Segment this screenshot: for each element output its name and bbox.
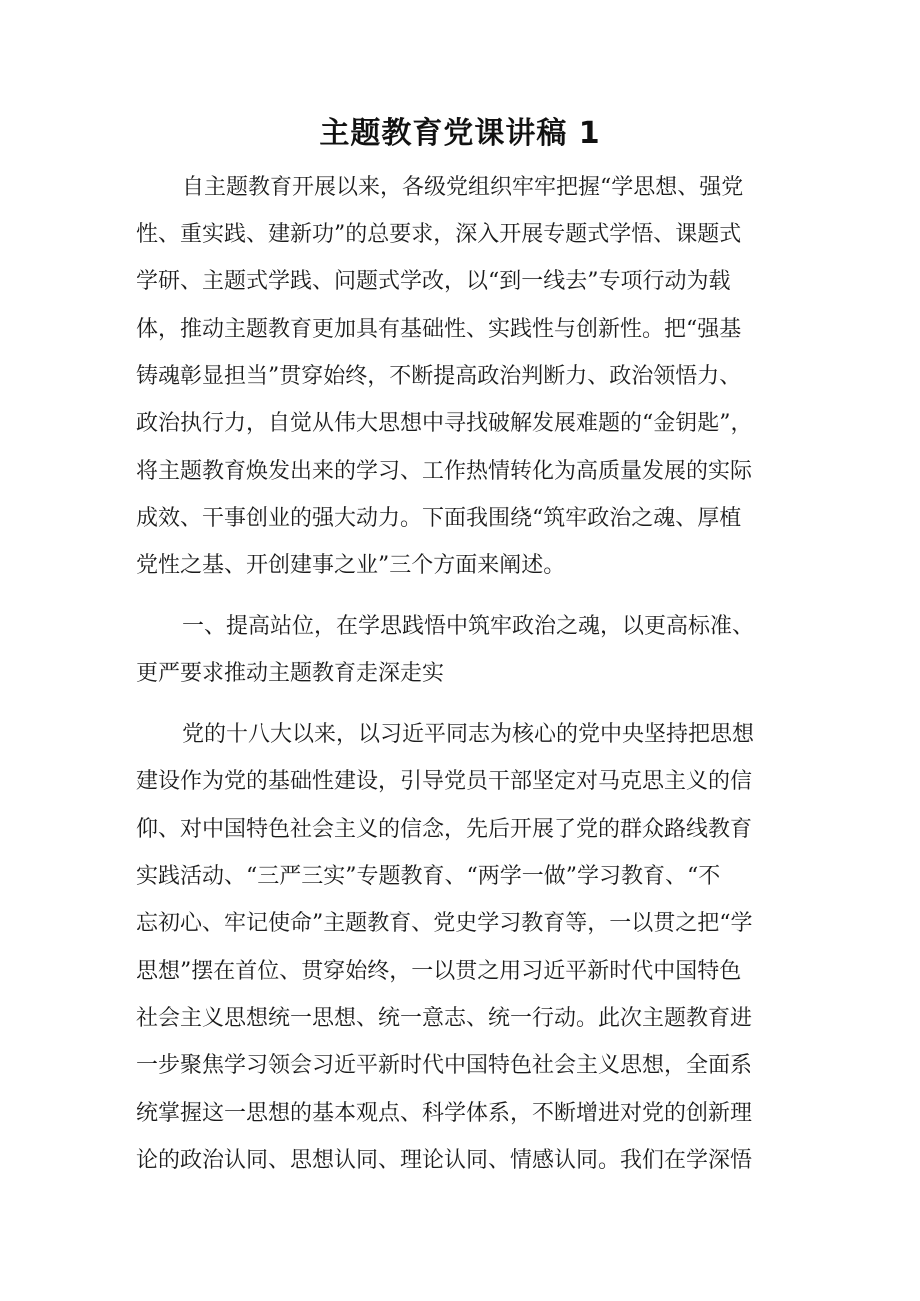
section-heading-line-1: 一、提高站位，在学思践悟中筑牢政治之魂，以更高标准、 — [182, 614, 755, 639]
document-title: 主题教育党课讲稿 1 — [319, 116, 601, 151]
paragraph-1-line-3: 学研、主题式学践、问题式学改，以“到一线去”专项行动为载 — [136, 269, 731, 294]
paragraph-1-line-2: 性、重实践、建新功”的总要求，深入开展专题式学悟、课题式 — [136, 222, 742, 247]
paragraph-3-line-1: 党的十八大以来，以习近平同志为核心的党中央坚持把思想 — [182, 722, 755, 747]
paragraph-3-line-9: 统掌握这一思想的基本观点、科学体系，不断增进对党的创新理 — [136, 1101, 753, 1126]
paragraph-3-line-6: 思想”摆在首位、贯穿始终，一以贯之用习近平新时代中国特色 — [136, 959, 742, 984]
paragraph-3-line-10: 论的政治认同、思想认同、理论认同、情感认同。我们在学深悟 — [136, 1148, 753, 1173]
section-heading-line-2: 更严要求推动主题教育走深走实 — [136, 661, 445, 686]
paragraph-1-line-7: 将主题教育焕发出来的学习、工作热情转化为高质量发展的实际 — [136, 459, 753, 484]
paragraph-3-line-5: 忘初心、牢记使命”主题教育、党史学习教育等，一以贯之把“学 — [136, 911, 753, 936]
paragraph-3-line-8: 一步聚焦学习领会习近平新时代中国特色社会主义思想，全面系 — [136, 1053, 753, 1078]
paragraph-3-line-7: 社会主义思想统一思想、统一意志、统一行动。此次主题教育进 — [136, 1006, 753, 1031]
paragraph-3-line-2: 建设作为党的基础性建设，引导党员干部坚定对马克思主义的信 — [136, 769, 753, 794]
paragraph-3-line-4: 实践活动、“三严三实”专题教育、“两学一做”学习教育、“不 — [136, 864, 721, 889]
paragraph-1-line-8: 成效、干事创业的强大动力。下面我围绕“筑牢政治之魂、厚植 — [136, 506, 742, 531]
paragraph-1-line-4: 体，推动主题教育更加具有基础性、实践性与创新性。把“强基 — [136, 317, 742, 342]
paragraph-1-line-9: 党性之基、开创建事之业”三个方面来阐述。 — [136, 553, 566, 578]
paragraph-3-line-3: 仰、对中国特色社会主义的信念，先后开展了党的群众路线教育 — [136, 817, 753, 842]
paragraph-1-line-1: 自主题教育开展以来，各级党组织牢牢把握“学思想、强党 — [182, 175, 744, 200]
paragraph-1-line-6: 政治执行力，自觉从伟大思想中寻找破解发展难题的“金钥匙”， — [136, 411, 753, 436]
paragraph-1-line-5: 铸魂彰显担当”贯穿始终，不断提高政治判断力、政治领悟力、 — [136, 364, 742, 389]
